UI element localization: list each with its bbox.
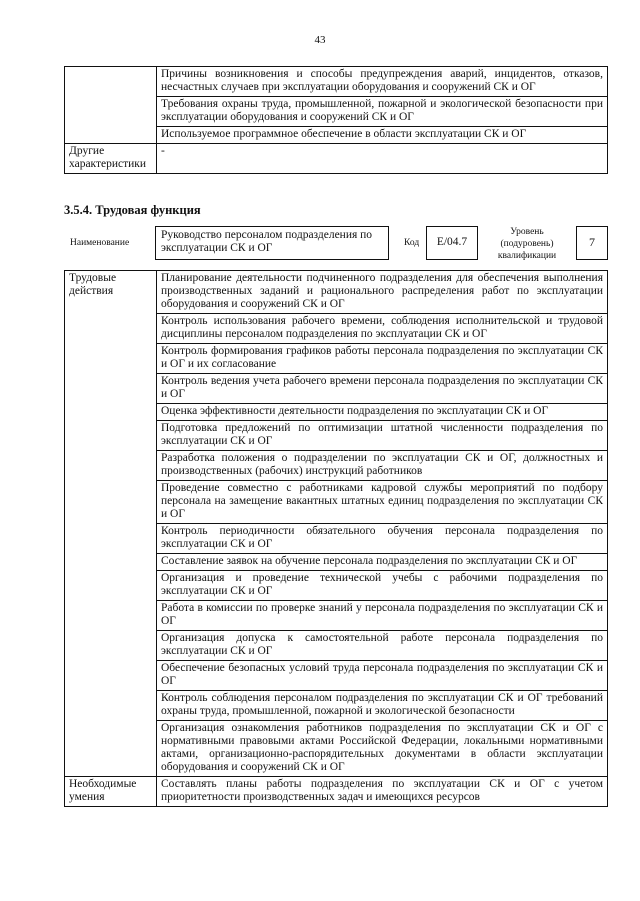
level-value: 7 xyxy=(576,226,608,260)
labor-actions-group xyxy=(65,271,608,777)
skill-item: Составлять планы работы подразделения по эксплуатации СК и ОГ с учетом приоритетности производственных задач и имеющихся ресурсов xyxy=(157,777,608,807)
labor-action-item: Составление заявок на обучение персонала подразделения по эксплуатации СК и ОГ xyxy=(157,554,608,571)
other-characteristics-value: - xyxy=(157,144,608,174)
labor-action-item: Контроль ведения учета рабочего времени персонала подразделения по эксплуатации СК и ОГ xyxy=(157,374,608,404)
skills-group xyxy=(65,777,608,807)
section-title: 3.5.4. Трудовая функция xyxy=(64,203,201,217)
table-cell: Требования охраны труда, промышленной, пожарной и экологической безопасности при эксплуатации оборудования и сооружений СК и ОГ xyxy=(157,97,608,127)
labor-action-item: Разработка положения о подразделении по эксплуатации СК и ОГ, должностных и производственных (рабочих) инструкций работников xyxy=(157,451,608,481)
labor-action-item: Проведение совместно с работниками кадровой службы мероприятий по подбору персонала на замещение вакантных штатных единиц подразделения по эксплуатации СК и ОГ xyxy=(157,481,608,524)
table-row xyxy=(65,144,608,174)
labor-action-item: Контроль формирования графиков работы персонала подразделения по эксплуатации СК и ОГ и их согласование xyxy=(157,344,608,374)
table-row xyxy=(65,67,608,97)
table-row xyxy=(65,271,608,314)
other-characteristics-label: Другие характеристики xyxy=(65,144,157,174)
labor-action-item: Организация и проведение технической учебы с рабочими подразделения по эксплуатации СК и ОГ xyxy=(157,571,608,601)
labor-action-item: Планирование деятельности подчиненного подразделения для обеспечения выполнения производственных заданий и рационального распределения работ по эксплуатации оборудования и сооружений СК и ОГ xyxy=(157,271,608,314)
labor-action-item: Обеспечение безопасных условий труда персонала подразделения по эксплуатации СК и ОГ xyxy=(157,661,608,691)
labor-action-item: Подготовка предложений по оптимизации штатной численности подразделения по эксплуатации СК и ОГ xyxy=(157,421,608,451)
empty-cell xyxy=(65,67,157,144)
labor-actions-label: Трудовые действия xyxy=(65,271,157,777)
top-table xyxy=(64,66,608,174)
code-value: E/04.7 xyxy=(426,226,478,260)
labor-action-item: Организация ознакомления работников подразделения по эксплуатации СК и ОГ с нормативными правовыми актами Российской Федерации, локальными нормативными актами, организационно-распорядительных документами в области эксплуатации оборудования и сооружений СК и ОГ xyxy=(157,721,608,777)
skills-label: Необходимые умения xyxy=(65,777,157,807)
labor-action-item: Работа в комиссии по проверке знаний у персонала подразделения по эксплуатации СК и ОГ xyxy=(157,601,608,631)
labor-action-item: Контроль периодичности обязательного обучения персонала подразделения по эксплуатации СК и ОГ xyxy=(157,524,608,554)
name-value: Руководство персоналом подразделения по эксплуатации СК и ОГ xyxy=(155,226,389,260)
labor-action-item: Контроль соблюдения персоналом подразделения по эксплуатации СК и ОГ требований охраны труда, промышленной, пожарной и экологической безопасности xyxy=(157,691,608,721)
level-label: Уровень (подуровень) квалификации xyxy=(497,227,557,261)
table-cell: Используемое программное обеспечение в области эксплуатации СК и ОГ xyxy=(157,127,608,144)
table-row xyxy=(65,777,608,807)
labor-action-item: Организация допуска к самостоятельной работе персонала подразделения по эксплуатации СК и ОГ xyxy=(157,631,608,661)
name-label: Наименование xyxy=(70,238,130,248)
labor-action-item: Контроль использования рабочего времени, соблюдения исполнительской и трудовой дисциплины персоналом подразделения по эксплуатации СК и ОГ xyxy=(157,314,608,344)
page-number: 43 xyxy=(314,34,326,46)
labor-action-item: Оценка эффективности деятельности подразделения по эксплуатации СК и ОГ xyxy=(157,404,608,421)
table-cell: Причины возникновения и способы предупреждения аварий, инцидентов, отказов, несчастных случаев при эксплуатации оборудования и сооружений СК и ОГ xyxy=(157,67,608,97)
function-header xyxy=(64,226,608,262)
labor-function-table xyxy=(64,270,608,807)
code-label: Код xyxy=(404,238,420,248)
